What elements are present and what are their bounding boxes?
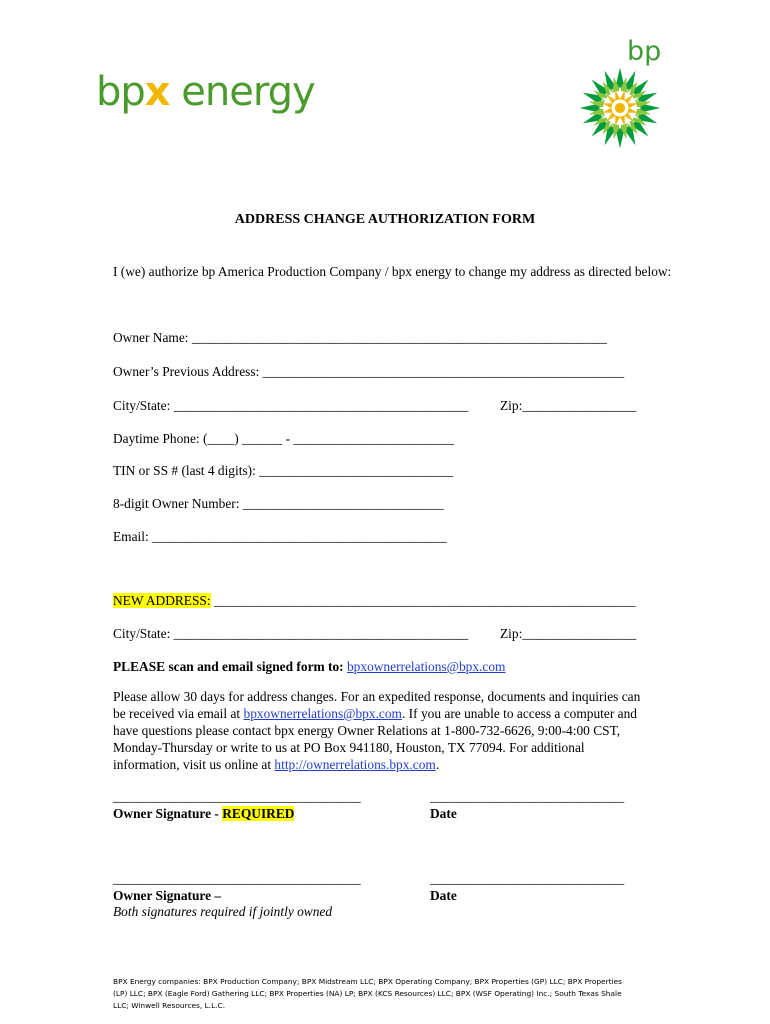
bpx-energy-logo — [96, 66, 315, 118]
para-text-1: Please allow 30 days for address changes. For an expedited response, documents and inquiries can be received via email at — [113, 689, 641, 721]
owner-signature-label — [113, 805, 294, 822]
scan-email-instruction — [113, 658, 505, 675]
signature-line-2[interactable]: _____________________________________ — [113, 871, 361, 886]
new-zip-field[interactable]: Zip:_________________ — [500, 626, 637, 641]
please-label: PLEASE scan and email signed form to: — [113, 659, 347, 674]
new-address-line: _______________________________________________________________ — [210, 593, 636, 608]
joint-ownership-note: Both signatures required if jointly owned — [113, 904, 333, 919]
daytime-phone-field[interactable]: Daytime Phone: (____) ______ - ________________________ — [113, 431, 455, 446]
email-field[interactable]: Email: ____________________________________________ — [113, 529, 447, 544]
website-link[interactable]: http://ownerrelations.bpx.com — [274, 757, 436, 772]
owner-name-field[interactable]: Owner Name: ______________________________________________________________ — [113, 330, 607, 345]
sig1-label: Owner Signature - — [113, 806, 223, 821]
tin-ssn-field[interactable]: TIN or SS # (last 4 digits): _____________________________ — [113, 463, 454, 478]
footer-companies: BPX Energy companies: BPX Production Company; BPX Midstream LLC; BPX Operating Company; BPX Properties (GP) LLC; BPX Properties (LP) LLC; BPX (Eagle Ford) Gathering LLC; BPX Properties (NA) LP; BPX (KCS Resources) LLC; BPX (WSF Operating) Inc.; South Texas Shale LLC; Winwell Resources, L.L.C. — [113, 977, 622, 1010]
new-address-label: NEW ADDRESS: — [113, 593, 211, 608]
signature-line-1[interactable]: _____________________________________ — [113, 789, 361, 804]
email-link[interactable]: bpxownerrelations@bpx.com — [346, 659, 506, 674]
owner-number-field[interactable]: 8-digit Owner Number: ______________________________ — [113, 496, 444, 511]
form-title: ADDRESS CHANGE AUTHORIZATION FORM — [234, 212, 536, 227]
city-state-field[interactable]: City/State: ____________________________________________ — [113, 398, 469, 413]
para-text-2: . If you are unable to access a computer and have questions please contact bpx energy Owner Relations at 1-800-732-6626, 9:00-4:00 CST, Monday-Thursday or write to us at PO Box 941180, Houston, TX 77094. For additional information, visit us online at — [113, 706, 637, 772]
bp-helios-icon — [578, 66, 662, 150]
para-end: . — [435, 757, 440, 772]
instructions-paragraph — [113, 688, 648, 773]
date-label-1: Date — [430, 806, 457, 821]
date-line-2[interactable]: _____________________________ — [430, 871, 625, 886]
logo-text-energy: energy — [169, 69, 315, 115]
logo-text-x: x — [144, 69, 170, 115]
para-email-link[interactable]: bpxownerrelations@bpx.com — [243, 706, 402, 721]
authorization-text: I (we) authorize bp America Production Company / bpx energy to change my address as directed below: — [113, 264, 672, 279]
date-line-1[interactable]: _____________________________ — [430, 789, 625, 804]
bp-logo-text: bp — [627, 36, 662, 67]
new-address-field[interactable] — [113, 592, 636, 609]
date-label-2: Date — [430, 888, 457, 903]
previous-address-field[interactable]: Owner’s Previous Address: ______________________________________________________ — [113, 364, 625, 379]
logo-text-bp: bp — [96, 69, 145, 115]
new-city-state-field[interactable]: City/State: ____________________________________________ — [113, 626, 469, 641]
required-badge: REQUIRED — [222, 806, 295, 821]
owner-signature-2-label: Owner Signature – — [113, 888, 222, 903]
zip-field[interactable]: Zip:_________________ — [500, 398, 637, 413]
